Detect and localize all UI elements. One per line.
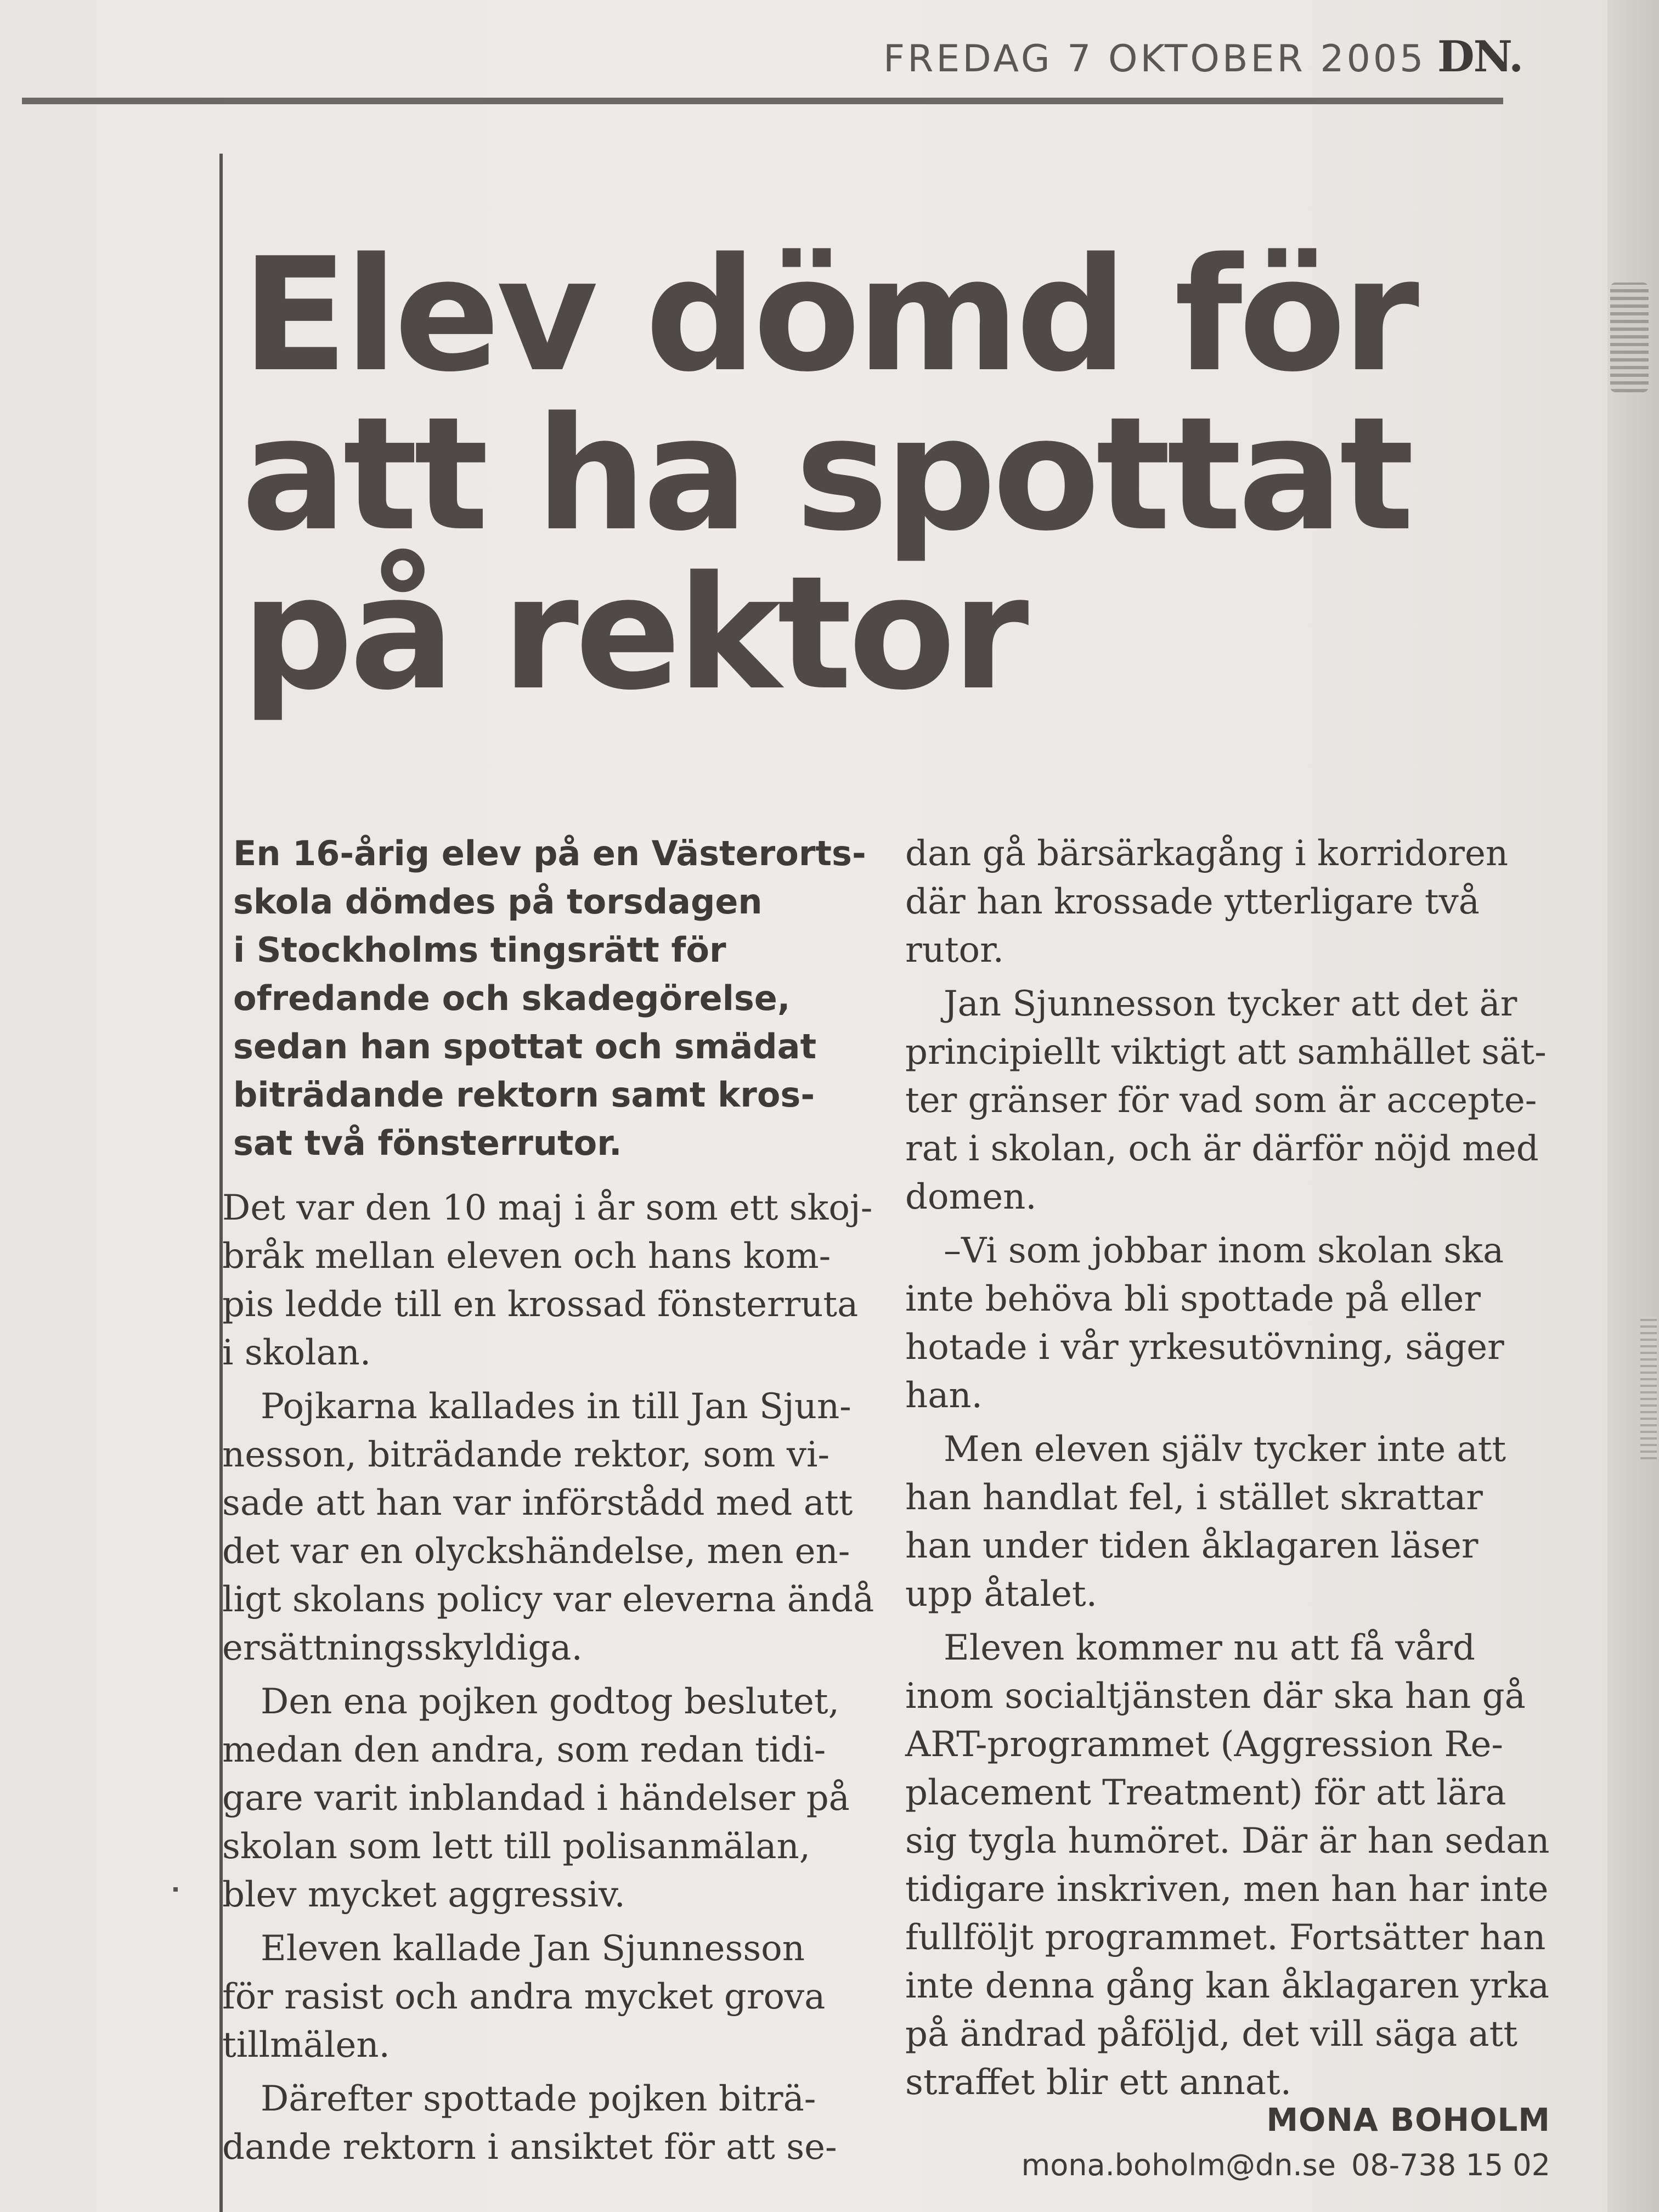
headline-line: på rektor	[241, 543, 1025, 725]
lead-line: En 16-årig elev på en Västerorts-	[233, 833, 866, 873]
body-paragraph	[222, 1925, 861, 2069]
headline	[241, 224, 1558, 725]
body-line: medan den andra, som redan tidi-	[222, 1730, 826, 1770]
adjacent-page-marking	[1640, 1317, 1657, 1459]
newspaper-logo: DN.	[1437, 32, 1523, 82]
body-line: gare varit inblandad i händelser på	[222, 1778, 850, 1819]
body-line: –Vi som jobbar inom skolan ska	[944, 1231, 1504, 1271]
body-line: i skolan.	[222, 1333, 371, 1373]
body-line: Men eleven själv tycker inte att	[944, 1429, 1506, 1470]
body-line: blev mycket aggressiv.	[222, 1875, 625, 1915]
body-line: dan gå bärsärkagång i korridoren	[905, 833, 1509, 874]
body-line: ligt skolans policy var eleverna ändå	[222, 1579, 874, 1620]
body-line: placement Treatment) för att lära	[905, 1773, 1506, 1813]
body-line: inom socialtjänsten där ska han gå	[905, 1676, 1526, 1717]
body-line: nesson, biträdande rektor, som vi-	[222, 1435, 830, 1475]
author-email: mona.boholm@dn.se	[1021, 2148, 1336, 2182]
body-line: han handlat fel, i stället skrattar	[905, 1477, 1483, 1518]
header-rule	[22, 98, 1503, 104]
body-line: pis ledde till en krossad fönsterruta	[222, 1284, 859, 1325]
body-line: Eleven kommer nu att få vård	[944, 1628, 1475, 1668]
body-line: Eleven kallade Jan Sjunnesson	[261, 1928, 805, 1969]
body-line: straffet blir ett annat.	[905, 2062, 1292, 2103]
body-line: Jan Sjunnesson tycker att det är	[944, 984, 1517, 1024]
body-line: rutor.	[905, 930, 1004, 970]
body-line: Den ena pojken godtog beslutet,	[261, 1681, 839, 1722]
lead-line: skola dömdes på torsdagen	[233, 882, 763, 922]
body-paragraph	[905, 830, 1544, 974]
body-line: Därefter spottade pojken biträ-	[261, 2079, 816, 2119]
body-paragraph	[905, 1624, 1550, 2107]
body-line: han.	[905, 1375, 983, 1416]
body-paragraph	[222, 1678, 861, 1919]
body-line: dande rektorn i ansiktet för att se-	[222, 2127, 837, 2168]
body-line: för rasist och andra mycket grova	[222, 1977, 826, 2017]
body-line: Det var den 10 maj i år som ett skoj-	[222, 1188, 873, 1228]
body-line: sade att han var införstådd med att	[222, 1483, 853, 1523]
author-phone: 08-738 15 02	[1351, 2148, 1550, 2182]
body-line: domen.	[905, 1177, 1037, 1217]
body-line: rat i skolan, och är därför nöjd med	[905, 1128, 1539, 1169]
body-line: sig tygla humöret. Där är han sedan	[905, 1821, 1550, 1861]
right-column	[905, 830, 1550, 2112]
body-paragraph	[222, 2075, 861, 2171]
body-line: Pojkarna kallades in till Jan Sjun-	[261, 1386, 851, 1427]
body-line: inte behöva bli spottade på eller	[905, 1279, 1481, 1319]
body-line: hotade i vår yrkesutövning, säger	[905, 1327, 1504, 1368]
body-line: tidigare inskriven, men han har inte	[905, 1869, 1549, 1910]
body-line: upp åtalet.	[905, 1574, 1097, 1615]
body-line: det var en olyckshändelse, men en-	[222, 1531, 850, 1572]
byline: MONA BOHOLM	[1266, 2101, 1550, 2138]
body-line: tillmälen.	[222, 2025, 390, 2066]
body-line: fullföljt programmet. Fortsätter han	[905, 1917, 1546, 1958]
body-paragraph	[222, 1184, 873, 1377]
body-paragraph	[222, 1383, 874, 1672]
headline-line: att ha spottat	[241, 383, 1410, 566]
body-line: bråk mellan eleven och hans kom-	[222, 1236, 831, 1277]
lead-line: ofredande och skadegörelse,	[233, 978, 791, 1018]
body-line: skolan som lett till polisanmälan,	[222, 1826, 811, 1867]
body-line: han under tiden åklagaren läser	[905, 1526, 1479, 1566]
body-paragraph	[905, 1425, 1544, 1618]
adjacent-page-marking	[1610, 283, 1649, 392]
dateline: FREDAG 7 OKTOBER 2005	[883, 37, 1426, 81]
body-line: inte denna gång kan åklagaren yrka	[905, 1966, 1549, 2006]
lead-paragraph	[233, 830, 864, 1167]
body-line: där han krossade ytterligare två	[905, 882, 1480, 922]
lead-line: sedan han spottat och smädat	[233, 1026, 817, 1066]
lead-line: biträdande rektorn samt kros-	[233, 1075, 815, 1115]
body-line: ter gränser för vad som är accepte-	[905, 1080, 1537, 1121]
body-line: principiellt viktigt att samhället sät-	[905, 1032, 1547, 1073]
margin-mark	[173, 1887, 178, 1892]
lead-line: i Stockholms tingsrätt för	[233, 930, 726, 970]
left-column	[222, 830, 874, 2177]
body-line: ART-programmet (Aggression Re-	[905, 1724, 1503, 1765]
lead-line: sat två fönsterrutor.	[233, 1123, 622, 1163]
author-contact	[1022, 2148, 1550, 2182]
body-paragraph	[905, 980, 1547, 1221]
headline-line: Elev dömd för	[241, 224, 1416, 407]
body-paragraph	[905, 1227, 1544, 1420]
body-line: ersättningsskyldiga.	[222, 1628, 583, 1668]
body-line: på ändrad påföljd, det vill säga att	[905, 2014, 1518, 2055]
